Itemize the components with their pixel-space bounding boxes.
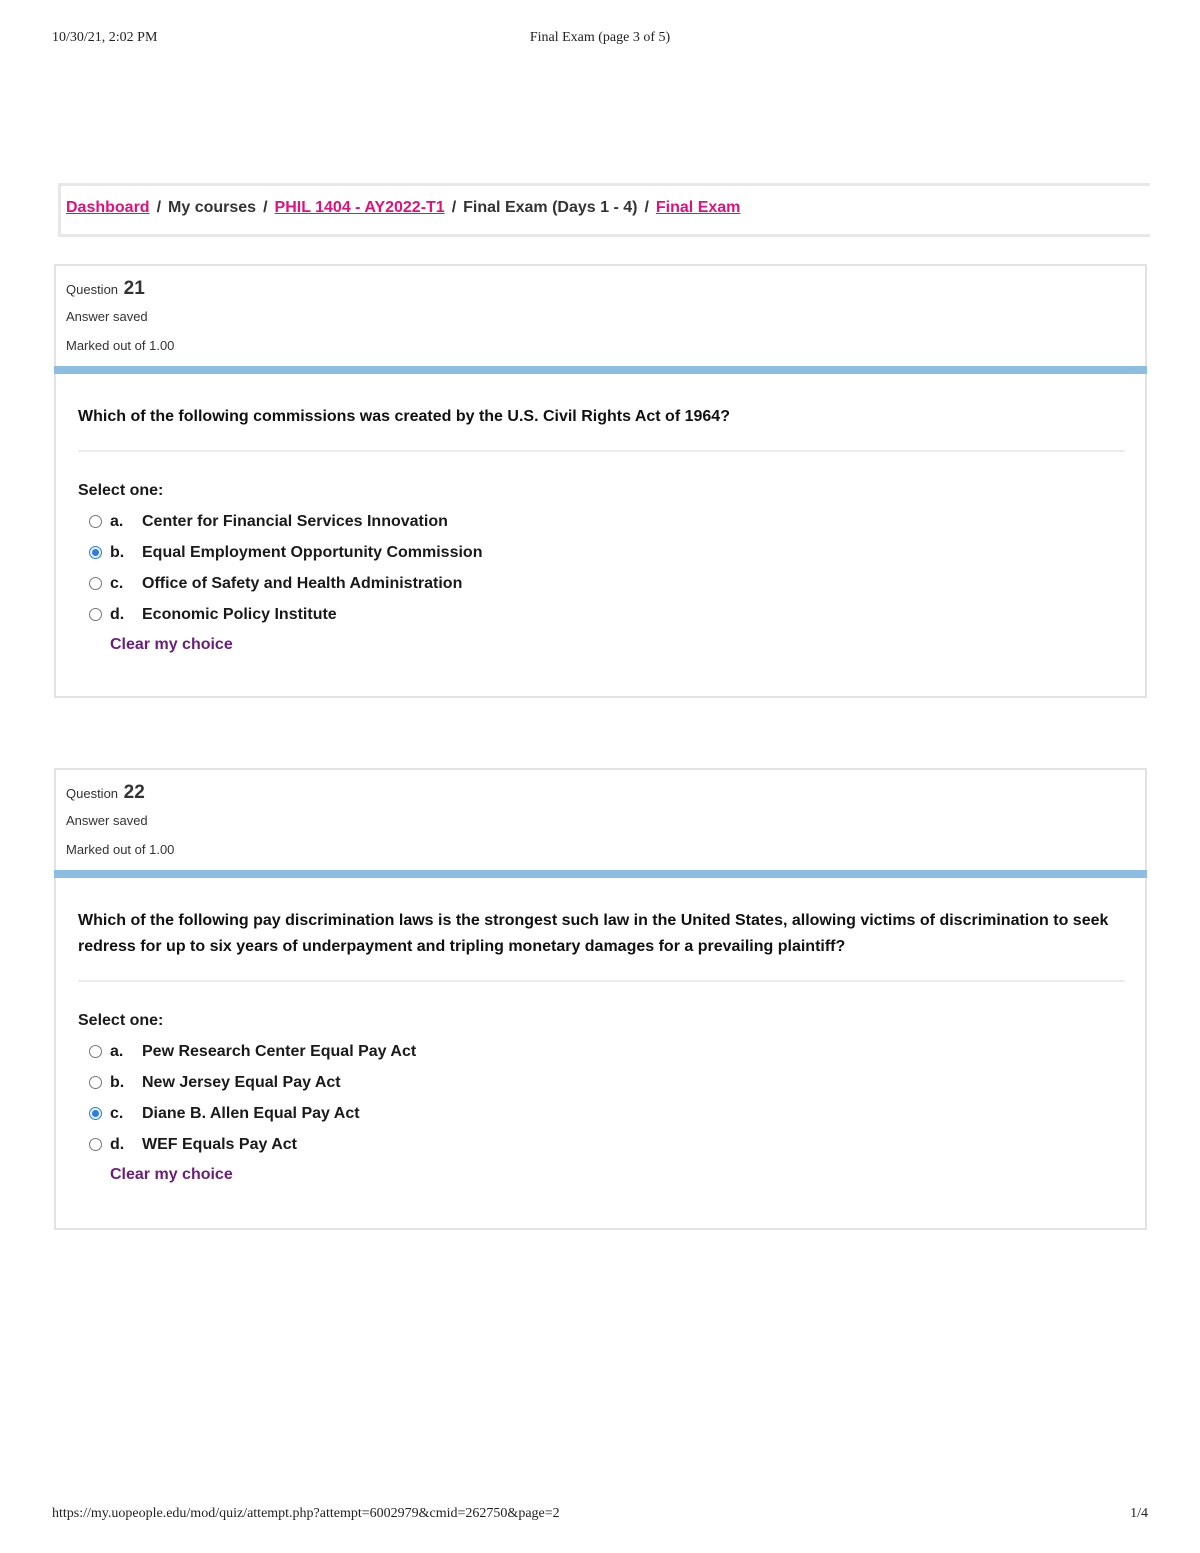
question-number <box>66 278 1145 302</box>
radio-button[interactable] <box>89 1138 102 1151</box>
answer-option-c[interactable] <box>78 568 1125 599</box>
question-rule <box>78 980 1125 982</box>
radio-button[interactable] <box>89 1076 102 1089</box>
question-number <box>66 782 1145 806</box>
answer-letter: c. <box>110 1104 124 1122</box>
radio-button[interactable] <box>89 608 102 621</box>
breadcrumb-separator: / <box>451 199 457 216</box>
answer-option-d[interactable] <box>78 1129 1125 1160</box>
breadcrumb-separator: / <box>263 199 268 216</box>
answer-text: WEF Equals Pay Act <box>142 1135 297 1153</box>
clear-choice-link[interactable]: Clear my choice <box>110 1166 233 1183</box>
question-22 <box>54 768 1147 1230</box>
answer-text: Office of Safety and Health Administration <box>142 574 463 592</box>
answer-letter: a. <box>110 1042 124 1060</box>
answer-option-a[interactable] <box>78 1036 1125 1067</box>
question-info <box>56 770 1145 870</box>
print-datetime: 10/30/21, 2:02 PM <box>52 30 158 45</box>
answer-letter: b. <box>110 543 125 561</box>
breadcrumb-dashboard[interactable]: Dashboard <box>66 199 150 216</box>
question-state: Answer saved <box>66 309 148 324</box>
clear-choice-link[interactable]: Clear my choice <box>110 636 233 653</box>
question-state: Answer saved <box>66 813 148 828</box>
breadcrumb-my-courses: My courses <box>168 199 257 216</box>
radio-button[interactable] <box>89 577 102 590</box>
breadcrumb-separator: / <box>156 199 162 216</box>
select-one-label: Select one: <box>78 482 164 499</box>
breadcrumb-separator: / <box>644 199 649 216</box>
question-info <box>56 266 1145 366</box>
question-grade: Marked out of 1.00 <box>66 338 175 353</box>
answer-list <box>78 1036 1125 1160</box>
radio-button-checked[interactable] <box>89 1107 102 1120</box>
answer-letter: b. <box>110 1073 125 1091</box>
print-header <box>52 30 1148 50</box>
answer-option-c[interactable] <box>78 1098 1125 1129</box>
answer-text: Equal Employment Opportunity Commission <box>142 543 483 561</box>
answer-text: New Jersey Equal Pay Act <box>142 1073 341 1091</box>
answer-option-b[interactable] <box>78 1067 1125 1098</box>
answer-text: Center for Financial Services Innovation <box>142 512 448 530</box>
print-page-number: 1/4 <box>1130 1506 1148 1521</box>
answer-text: Diane B. Allen Equal Pay Act <box>142 1104 360 1122</box>
question-text: Which of the following commissions was created by the U.S. Civil Rights Act of 1964? <box>78 408 730 425</box>
answer-option-d[interactable] <box>78 599 1125 630</box>
radio-button-checked[interactable] <box>89 546 102 559</box>
question-text: Which of the following pay discrimination laws is the strongest such law in the United States, allowing victims of discrimination to seek redress for up to six years of underpayment and tripling monetary damages for a prevailing plaintiff? <box>78 912 1109 955</box>
print-url: https://my.uopeople.edu/mod/quiz/attempt.php?attempt=6002979&cmid=262750&page=2 <box>52 1506 560 1521</box>
answer-list <box>78 506 1125 630</box>
question-content <box>56 878 1145 1184</box>
question-divider-bar <box>54 870 1147 878</box>
select-one-label: Select one: <box>78 1012 164 1029</box>
question-number-value: 21 <box>123 278 145 299</box>
question-rule <box>78 450 1125 452</box>
question-number-value: 22 <box>123 782 145 803</box>
radio-button[interactable] <box>89 1045 102 1058</box>
question-label: Question <box>66 786 119 801</box>
question-21 <box>54 264 1147 698</box>
answer-text: Pew Research Center Equal Pay Act <box>142 1042 417 1060</box>
breadcrumb-section: Final Exam (Days 1 - 4) <box>463 199 638 216</box>
print-title: Final Exam (page 3 of 5) <box>529 30 671 45</box>
radio-button[interactable] <box>89 515 102 528</box>
question-label: Question <box>66 282 119 297</box>
answer-option-a[interactable] <box>78 506 1125 537</box>
answer-option-b[interactable] <box>78 537 1125 568</box>
question-content <box>56 374 1145 654</box>
answer-text: Economic Policy Institute <box>142 605 337 623</box>
breadcrumb-course[interactable]: PHIL 1404 - AY2022-T1 <box>274 199 445 216</box>
question-grade: Marked out of 1.00 <box>66 842 175 857</box>
answer-letter: d. <box>110 1135 125 1153</box>
breadcrumb-final-exam[interactable]: Final Exam <box>655 199 741 216</box>
answer-letter: c. <box>110 574 124 592</box>
print-footer <box>52 1506 1148 1526</box>
answer-letter: d. <box>110 605 125 623</box>
answer-letter: a. <box>110 512 124 530</box>
question-divider-bar <box>54 366 1147 374</box>
breadcrumb <box>58 183 1150 237</box>
